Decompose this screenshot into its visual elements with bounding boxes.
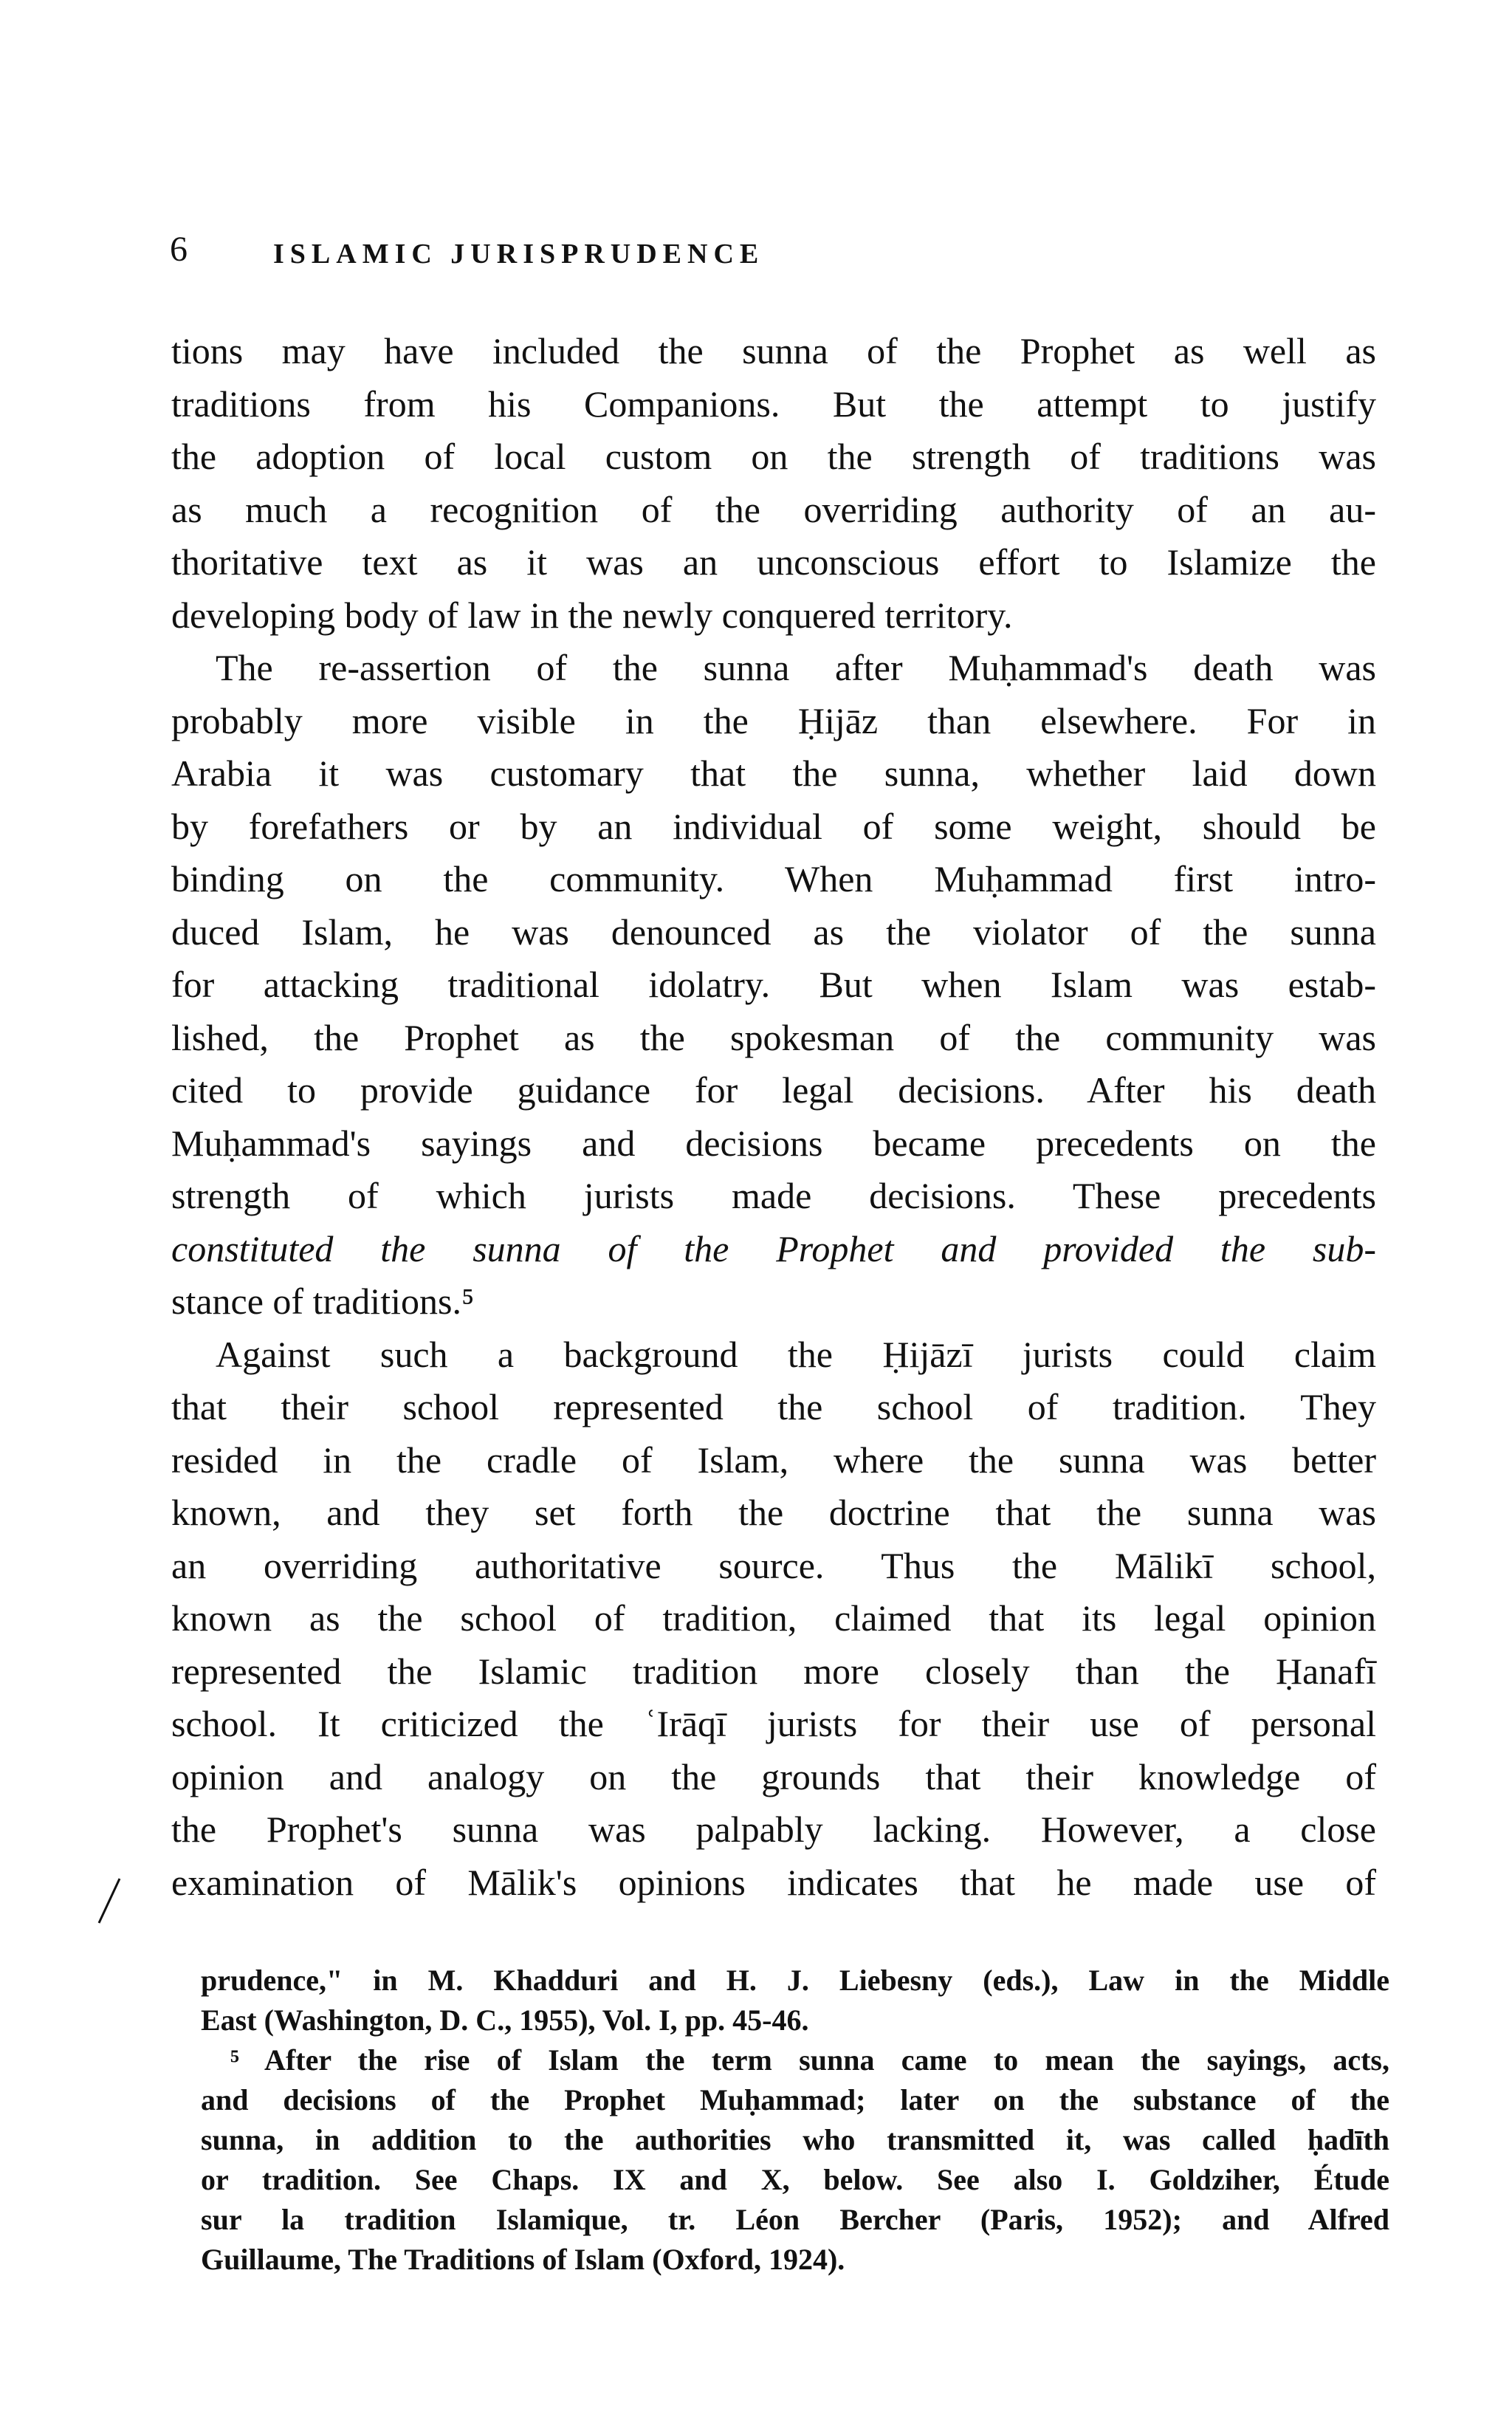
body-line: represented the Islamic tradition more closely than the Ḥanafī [171,1650,1376,1692]
body-line: developing body of law in the newly conquered territory. [171,594,1013,636]
body-line: thoritative text as it was an unconscious effort to Islamize the [171,541,1376,583]
margin-slash-mark [94,1876,124,1927]
body-line: Arabia it was customary that the sunna, whether laid down [171,753,1376,794]
body-line: The re-assertion of the sunna after Muḥammad's death was [216,647,1376,688]
footnotes [201,1961,1389,2280]
body-line: Muḥammad's sayings and decisions became precedents on the [171,1122,1376,1164]
body-line: Against such a background the Ḥijāzī jurists could claim [216,1333,1376,1375]
body-line: known, and they set forth the doctrine that the sunna was [171,1492,1376,1533]
footnote-line: sunna, in addition to the authorities who transmitted it, was called ḥadīth [201,2123,1389,2156]
running-head: ISLAMIC JURISPRUDENCE [273,239,765,270]
body-line: constituted the sunna of the Prophet and provided the sub- [171,1227,1376,1269]
body-line: school. It criticized the ʿIrāqī jurists for their use of personal [171,1703,1376,1744]
footnote-line: prudence," in M. Khadduri and H. J. Liebesny (eds.), Law in the Middle [201,1964,1389,1997]
body-line: tions may have included the sunna of the Prophet as well as [171,330,1376,371]
body-line: probably more visible in the Ḥijāz than elsewhere. For in [171,699,1376,741]
footnote-line: and decisions of the Prophet Muḥammad; later on the substance of the [201,2083,1389,2116]
body-line: binding on the community. When Muḥammad first intro- [171,858,1376,899]
body-line: duced Islam, he was denounced as the violator of the sunna [171,911,1376,953]
body-line: opinion and analogy on the grounds that their knowledge of [171,1755,1376,1797]
body-line: known as the school of tradition, claimed that its legal opinion [171,1597,1376,1639]
body-line: by forefathers or by an individual of some weight, should be [171,805,1376,847]
body-line: the adoption of local custom on the strength of traditions was [171,436,1376,477]
body-line: as much a recognition of the overriding authority of an au- [171,488,1376,530]
page-number: 6 [170,230,188,269]
body-line: the Prophet's sunna was palpably lacking. However, a close [171,1809,1376,1850]
footnote-line: ⁵ After the rise of Islam the term sunna came to mean the sayings, acts, [230,2043,1389,2077]
body-text [171,325,1376,1909]
body-line: resided in the cradle of Islam, where the sunna was better [171,1439,1376,1481]
body-line: an overriding authoritative source. Thus the Mālikī school, [171,1544,1376,1586]
body-line: for attacking traditional idolatry. But when Islam was estab- [171,964,1376,1005]
page-header [126,222,1381,281]
footnote-line: Guillaume, The Traditions of Islam (Oxford, 1924). [201,2243,845,2276]
footnote-line: sur la tradition Islamique, tr. Léon Bercher (Paris, 1952); and Alfred [201,2203,1389,2236]
body-line: that their school represented the school of tradition. They [171,1386,1376,1427]
body-line: traditions from his Companions. But the attempt to justify [171,383,1376,425]
footnote-line: East (Washington, D. C., 1955), Vol. I, pp. 45-46. [201,2003,809,2037]
body-line: lished, the Prophet as the spokesman of the community was [171,1016,1376,1058]
body-line: cited to provide guidance for legal decisions. After his death [171,1069,1376,1111]
footnote-line: or tradition. See Chaps. IX and X, below. See also I. Goldziher, Étude [201,2163,1389,2196]
body-line: stance of traditions.⁵ [171,1281,475,1322]
body-line: examination of Mālik's opinions indicates that he made use of [171,1861,1376,1903]
body-line: strength of which jurists made decisions. These precedents [171,1175,1376,1216]
